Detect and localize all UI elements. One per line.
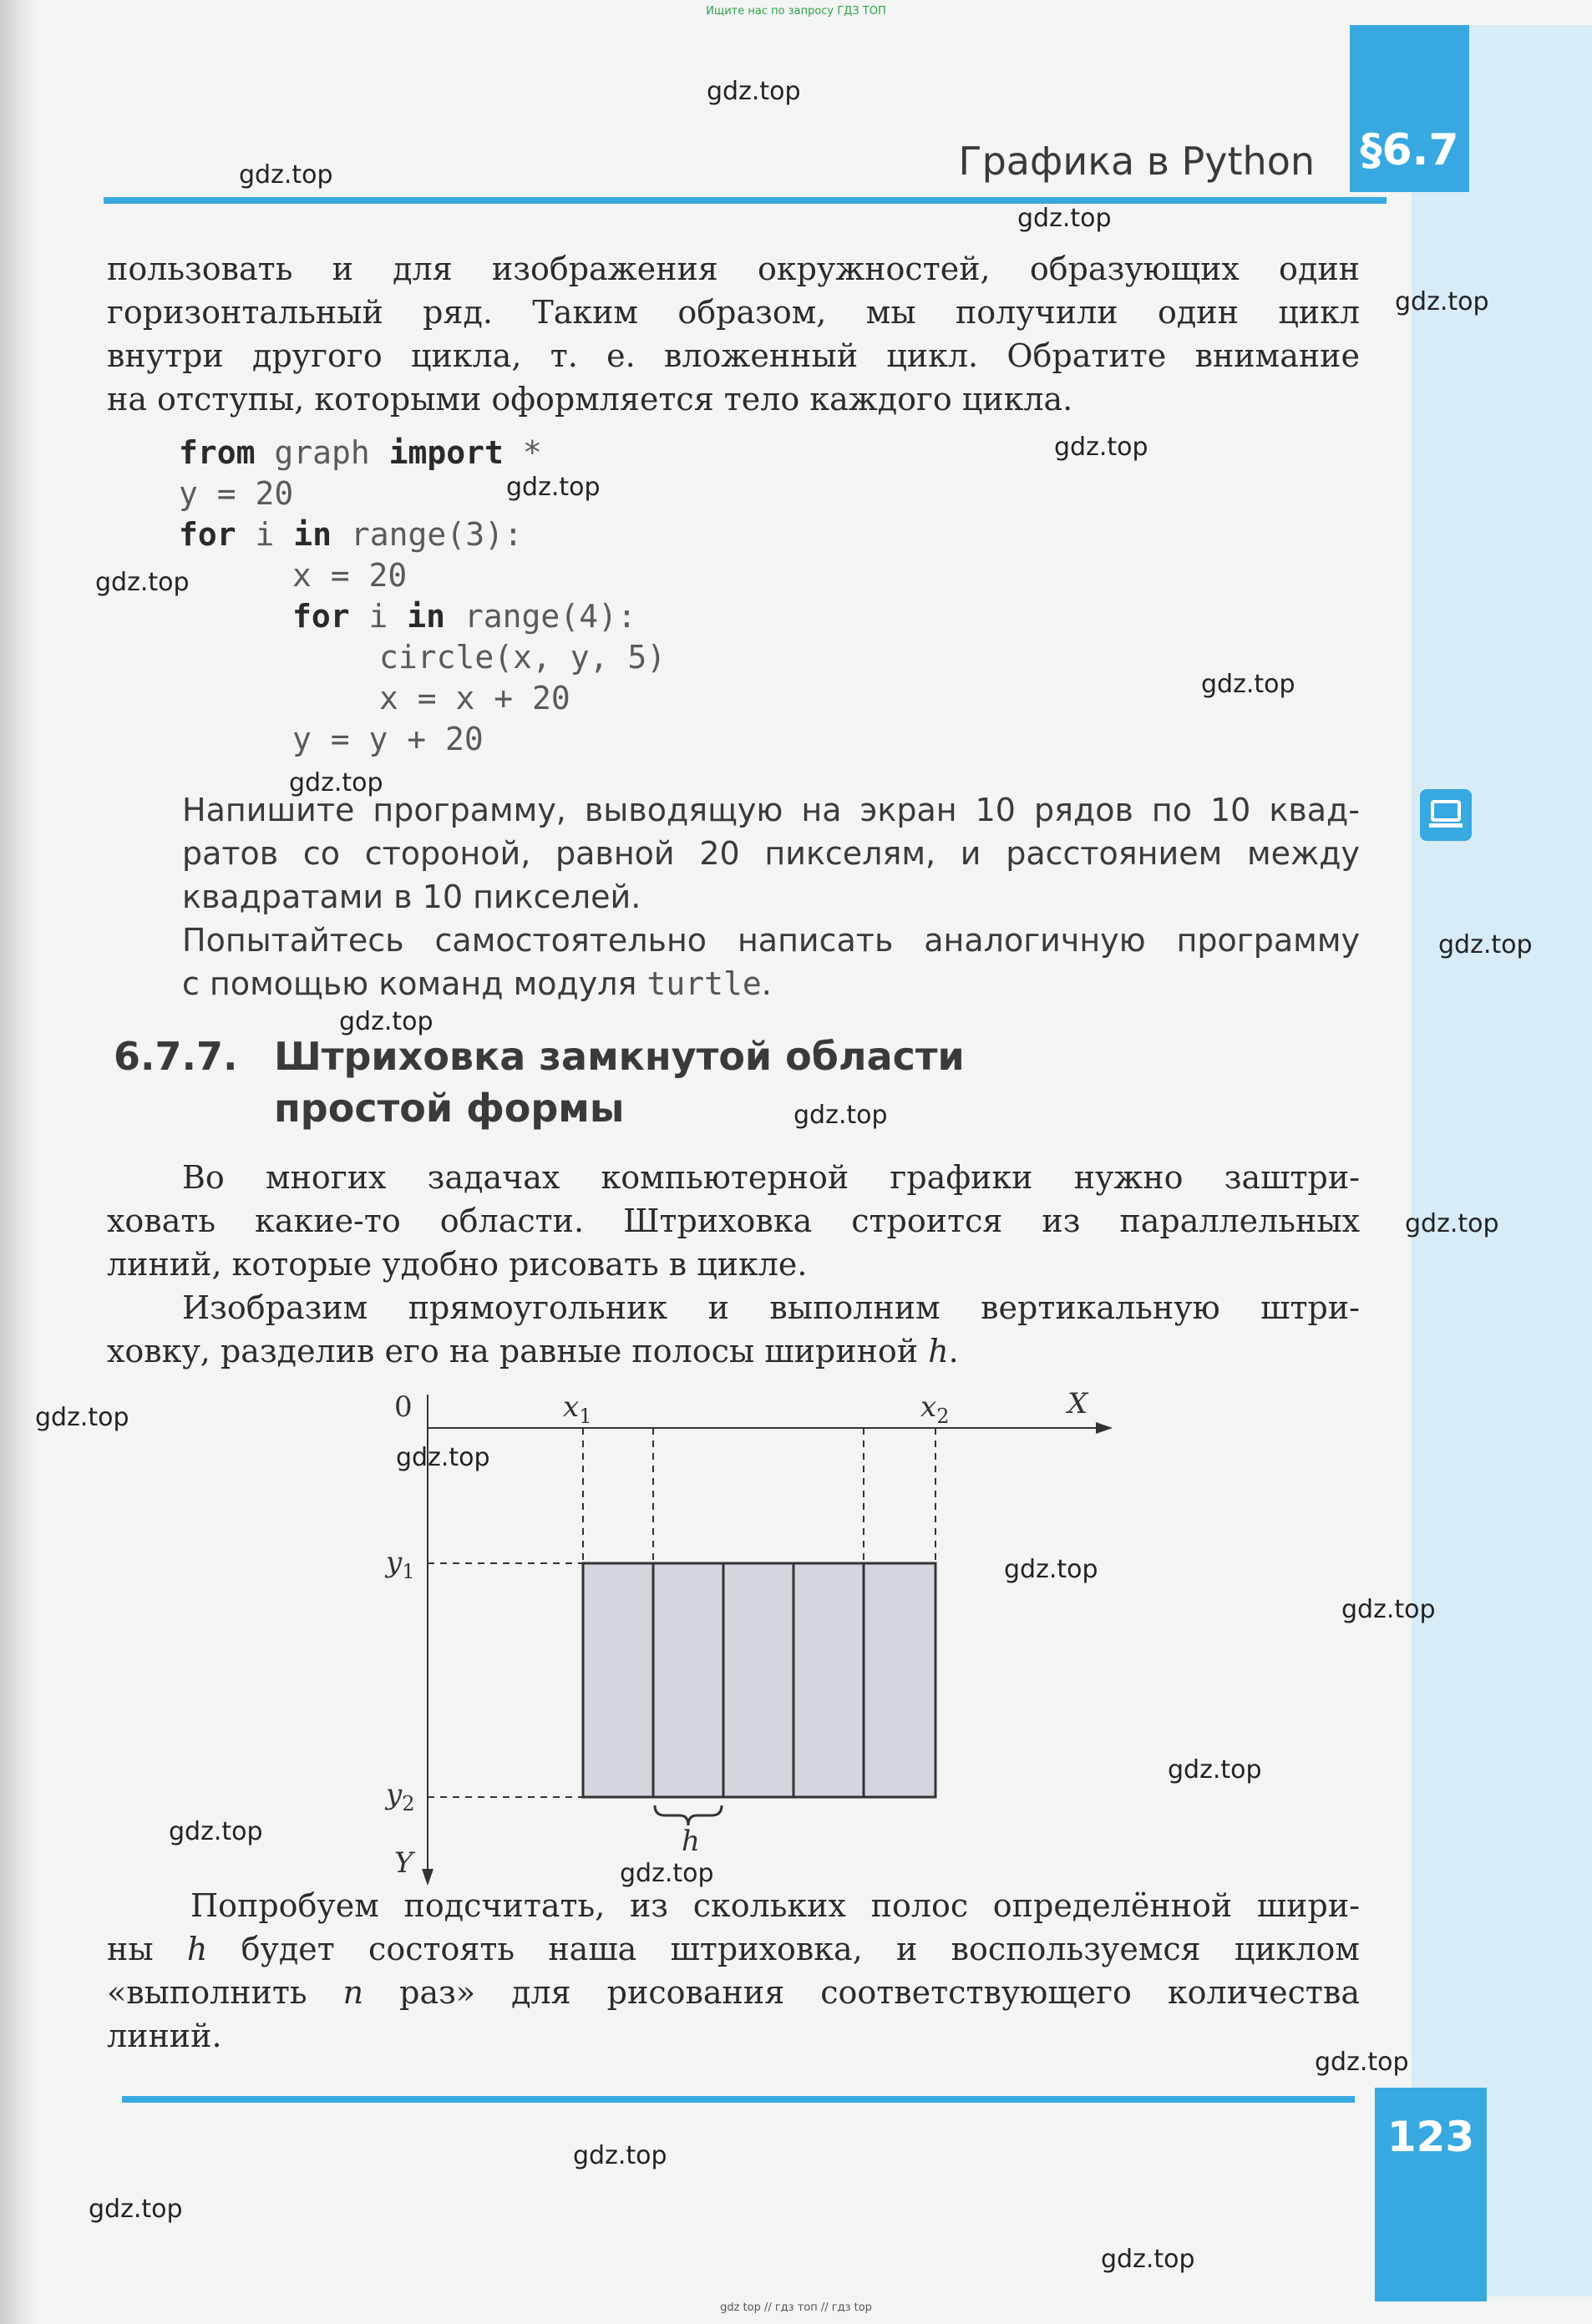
watermark: gdz.top — [1004, 1555, 1098, 1584]
x-axis-arrow — [1096, 1422, 1113, 1434]
section-heading-line-1 — [114, 1034, 965, 1079]
h-brace — [655, 1805, 722, 1825]
header-rule — [104, 197, 1387, 204]
text-span: ны — [107, 1931, 187, 1967]
y1-subscript: 1 — [402, 1560, 415, 1583]
y2-label — [384, 1778, 415, 1815]
watermark: gdz.top — [339, 1007, 433, 1036]
watermark: gdz.top — [1341, 1595, 1436, 1624]
module-name: turtle — [646, 965, 762, 1002]
watermark: gdz.top — [1054, 433, 1148, 462]
code-text: i — [236, 516, 294, 553]
text-line: Изобразим прямоугольник и выполним вертикальную штри- — [182, 1289, 1360, 1326]
text-span: «выполнить — [107, 1974, 343, 2011]
y2-subscript: 2 — [402, 1792, 415, 1815]
code-line-2: y = 20 — [179, 475, 294, 512]
watermark: gdz.top — [1017, 204, 1112, 233]
text-span: будет состоять наша штриховка, и воспользуемся циклом — [207, 1931, 1360, 1967]
section-heading-line-2: простой формы — [274, 1086, 625, 1131]
computer-icon — [1420, 789, 1472, 841]
code-keyword: for — [179, 516, 236, 553]
code-line-7: x = x + 20 — [379, 680, 570, 716]
computer-icon-glyph — [1420, 789, 1472, 841]
text-line: Во многих задачах компьютерной графики нужно заштри- — [182, 1159, 1360, 1196]
code-line-4: x = 20 — [292, 557, 408, 594]
body-paragraph-1 — [107, 1156, 1360, 1286]
code-text: i — [349, 598, 408, 635]
shaded-rectangle — [583, 1563, 935, 1797]
x2-subscript: 2 — [936, 1405, 950, 1428]
text-line — [107, 1971, 1360, 2014]
y1-letter: y — [386, 1546, 403, 1579]
text-span: . — [948, 1333, 959, 1370]
text-line: Попробуем подсчитать, из скольких полос определённой шири- — [190, 1887, 1360, 1924]
task-text: с помощью команд модуля — [182, 965, 647, 1002]
code-keyword: for — [292, 598, 350, 635]
text-span: ховку, разделив его на равные полосы шириной — [107, 1333, 929, 1370]
x1-label — [563, 1390, 591, 1428]
watermark: gdz.top — [707, 77, 801, 106]
code-keyword: in — [407, 598, 446, 635]
text-line: ховать какие-то области. Штриховка строится из параллельных — [107, 1203, 1360, 1239]
watermark: gdz.top — [1395, 287, 1489, 316]
watermark: gdz.top — [239, 160, 333, 190]
origin-label: 0 — [394, 1390, 413, 1424]
watermark: gdz.top — [1101, 2245, 1195, 2274]
text-line: линий. — [107, 2018, 222, 2054]
section-heading-number: 6.7.7. — [114, 1034, 238, 1079]
watermark: gdz.top — [573, 2141, 667, 2170]
math-var: n — [342, 1974, 364, 2011]
x2-letter: x — [920, 1390, 937, 1424]
code-line-6: circle(x, y, 5) — [379, 639, 667, 676]
code-text: graph — [255, 434, 389, 471]
y-axis-arrow — [422, 1869, 433, 1886]
task-line: квадратами в 10 пикселей. — [182, 878, 641, 915]
section-number: §6.7 — [1360, 125, 1459, 175]
margin-strip — [1412, 25, 1592, 2296]
watermark: gdz.top — [1168, 1755, 1262, 1785]
watermark: gdz.top — [396, 1443, 490, 1472]
x-axis-label: X — [1067, 1387, 1088, 1420]
code-text: * — [503, 434, 542, 471]
code-line-3 — [179, 514, 666, 555]
page-number: 123 — [1387, 2113, 1475, 2161]
text-span: раз» для рисования соответствующего количества — [363, 1974, 1360, 2011]
task-text: . — [761, 965, 772, 1002]
text-line — [107, 1329, 1360, 1373]
section-heading-title: Штриховка замкнутой области — [274, 1034, 965, 1079]
text-line: внутри другого цикла, т. е. вложенный цикл. Обратите внимание — [107, 337, 1360, 374]
text-line — [107, 1927, 1360, 1971]
top-note: Ищите нас по запросу ГДЗ ТОП — [706, 5, 886, 18]
watermark: gdz.top — [793, 1101, 888, 1130]
h-label: h — [682, 1825, 700, 1858]
text-line: горизонтальный ряд. Таким образом, мы получили один цикл — [107, 294, 1360, 331]
body-paragraph-2 — [107, 1286, 1360, 1373]
text-line: пользовать и для изображения окружностей, образующих один — [107, 251, 1360, 287]
task-line: Напишите программу, выводящую на экран 10 рядов по 10 квад- — [182, 792, 1360, 828]
code-line-1 — [179, 433, 666, 473]
page-gutter-shadow — [0, 0, 37, 2324]
code-text: range(4): — [445, 598, 636, 635]
code-line-8: y = y + 20 — [292, 721, 484, 757]
watermark: gdz.top — [620, 1859, 714, 1888]
code-text: range(3): — [332, 516, 523, 553]
task-line: Попытайтесь самостоятельно написать аналогичную программу — [182, 922, 1360, 959]
x1-subscript: 1 — [579, 1405, 592, 1428]
y1-label — [384, 1546, 415, 1583]
task-line: ратов со стороной, равной 20 пикселям, и расстоянием между — [182, 835, 1360, 872]
intro-paragraph — [107, 247, 1360, 421]
watermark: gdz.top — [289, 768, 383, 797]
watermark: gdz.top — [1438, 930, 1533, 959]
watermark: gdz.top — [95, 568, 190, 597]
x2-label — [920, 1390, 949, 1428]
watermark: gdz.top — [506, 473, 601, 502]
task-line-last — [182, 962, 1360, 1005]
x1-letter: x — [563, 1390, 580, 1424]
footer-rule — [122, 2096, 1355, 2103]
code-keyword: in — [293, 516, 332, 553]
code-line-5 — [179, 596, 666, 637]
code-keyword: from — [179, 434, 256, 471]
math-var: h — [928, 1333, 949, 1370]
math-var: h — [186, 1931, 208, 1967]
watermark: gdz.top — [169, 1817, 263, 1846]
text-line: на отступы, которыми оформляется тело каждого цикла. — [107, 381, 1073, 418]
task-block — [182, 788, 1360, 1005]
y-axis-label: Y — [394, 1846, 413, 1880]
watermark: gdz.top — [35, 1403, 129, 1432]
watermark: gdz.top — [89, 2195, 183, 2224]
watermark: gdz.top — [1315, 2048, 1409, 2077]
body-paragraph-3 — [107, 1884, 1360, 2058]
running-header-title: Графика в Python — [958, 139, 1315, 184]
bottom-note: gdz top // гдз топ // гдз top — [720, 2301, 872, 2314]
code-keyword: import — [388, 434, 504, 471]
text-line: линий, которые удобно рисовать в цикле. — [107, 1246, 808, 1283]
y2-letter: y — [386, 1778, 403, 1811]
watermark: gdz.top — [1405, 1209, 1499, 1238]
watermark: gdz.top — [1201, 670, 1295, 699]
